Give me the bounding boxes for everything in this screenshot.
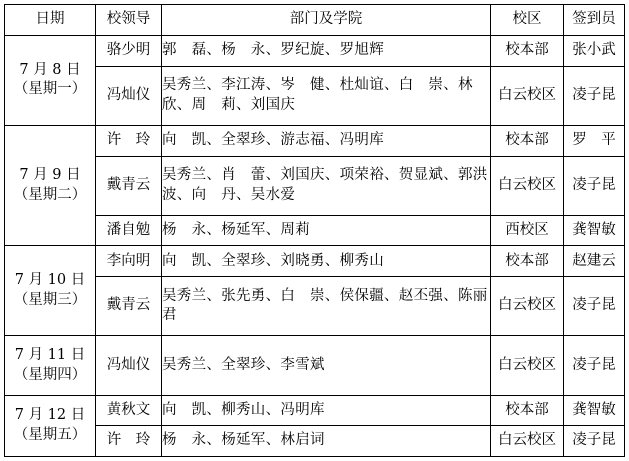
campus-cell: 西校区	[491, 215, 564, 246]
departments-cell: 吴秀兰、全翠珍、李雪斌	[162, 336, 491, 395]
campus-cell: 校本部	[491, 246, 564, 277]
date-label: 7 月 9 日	[19, 167, 81, 184]
signer-cell: 罗 平	[564, 125, 625, 156]
table-row	[5, 215, 625, 246]
date-label: 7 月 8 日	[19, 61, 81, 78]
date-cell	[5, 125, 96, 246]
signer-cell: 龚智敏	[564, 215, 625, 246]
date-label: 7 月 11 日	[14, 346, 86, 363]
table-row	[5, 395, 625, 426]
campus-cell: 白云校区	[491, 426, 564, 457]
table-row	[5, 156, 625, 215]
campus-cell: 白云校区	[491, 277, 564, 336]
signer-cell: 凌子昆	[564, 277, 625, 336]
leader-cell: 李向明	[96, 246, 162, 277]
header-leader: 校领导	[96, 5, 162, 36]
table-row	[5, 125, 625, 156]
header-campus: 校区	[491, 5, 564, 36]
header-date: 日期	[5, 5, 96, 36]
signer-cell: 龚智敏	[564, 395, 625, 426]
departments-cell: 杨 永、杨延军、林启词	[162, 426, 491, 457]
weekday-label: （星期二）	[13, 186, 87, 203]
leader-cell: 许 玲	[96, 426, 162, 457]
signer-cell: 赵建云	[564, 246, 625, 277]
table-row	[5, 426, 625, 457]
campus-cell: 校本部	[491, 125, 564, 156]
table-row	[5, 66, 625, 125]
leader-cell: 冯灿仪	[96, 66, 162, 125]
departments-cell: 向 凯、柳秀山、冯明库	[162, 395, 491, 426]
leader-cell: 戴青云	[96, 277, 162, 336]
date-label: 7 月 12 日	[14, 407, 86, 424]
date-cell	[5, 395, 96, 456]
duty-schedule-table	[4, 4, 625, 457]
departments-cell: 吴秀兰、肖 蕾、刘国庆、项荣裕、贺显斌、郭洪波、向 丹、吴水爱	[162, 156, 491, 215]
departments-cell: 吴秀兰、张先勇、白 崇、侯保疆、赵丕强、陈丽君	[162, 277, 491, 336]
header-row	[5, 5, 625, 36]
weekday-label: （星期四）	[13, 366, 87, 383]
table-row	[5, 36, 625, 67]
departments-cell: 杨 永、杨延军、周莉	[162, 215, 491, 246]
departments-cell: 吴秀兰、李江涛、岑 健、杜灿谊、白 崇、林 欣、周 莉、刘国庆	[162, 66, 491, 125]
campus-cell: 白云校区	[491, 336, 564, 395]
campus-cell: 白云校区	[491, 156, 564, 215]
campus-cell: 校本部	[491, 36, 564, 67]
signer-cell: 凌子昆	[564, 336, 625, 395]
leader-cell: 黄秋文	[96, 395, 162, 426]
header-signer: 签到员	[564, 5, 625, 36]
weekday-label: （星期五）	[13, 426, 87, 443]
signer-cell: 张小武	[564, 36, 625, 67]
date-cell	[5, 246, 96, 336]
weekday-label: （星期三）	[13, 291, 87, 308]
date-label: 7 月 10 日	[14, 272, 86, 289]
departments-cell: 向 凯、全翠珍、游志福、冯明库	[162, 125, 491, 156]
table-row	[5, 336, 625, 395]
date-cell	[5, 36, 96, 126]
weekday-label: （星期一）	[13, 81, 87, 98]
signer-cell: 凌子昆	[564, 66, 625, 125]
leader-cell: 戴青云	[96, 156, 162, 215]
leader-cell: 冯灿仪	[96, 336, 162, 395]
departments-cell: 郭 磊、杨 永、罗纪旋、罗旭辉	[162, 36, 491, 67]
table-row	[5, 277, 625, 336]
campus-cell: 校本部	[491, 395, 564, 426]
leader-cell: 骆少明	[96, 36, 162, 67]
departments-cell: 向 凯、全翠珍、刘晓勇、柳秀山	[162, 246, 491, 277]
leader-cell: 潘自勉	[96, 215, 162, 246]
header-departments: 部门及学院	[162, 5, 491, 36]
leader-cell: 许 玲	[96, 125, 162, 156]
signer-cell: 凌子昆	[564, 156, 625, 215]
table-row	[5, 246, 625, 277]
campus-cell: 白云校区	[491, 66, 564, 125]
signer-cell: 凌子昆	[564, 426, 625, 457]
date-cell	[5, 336, 96, 395]
